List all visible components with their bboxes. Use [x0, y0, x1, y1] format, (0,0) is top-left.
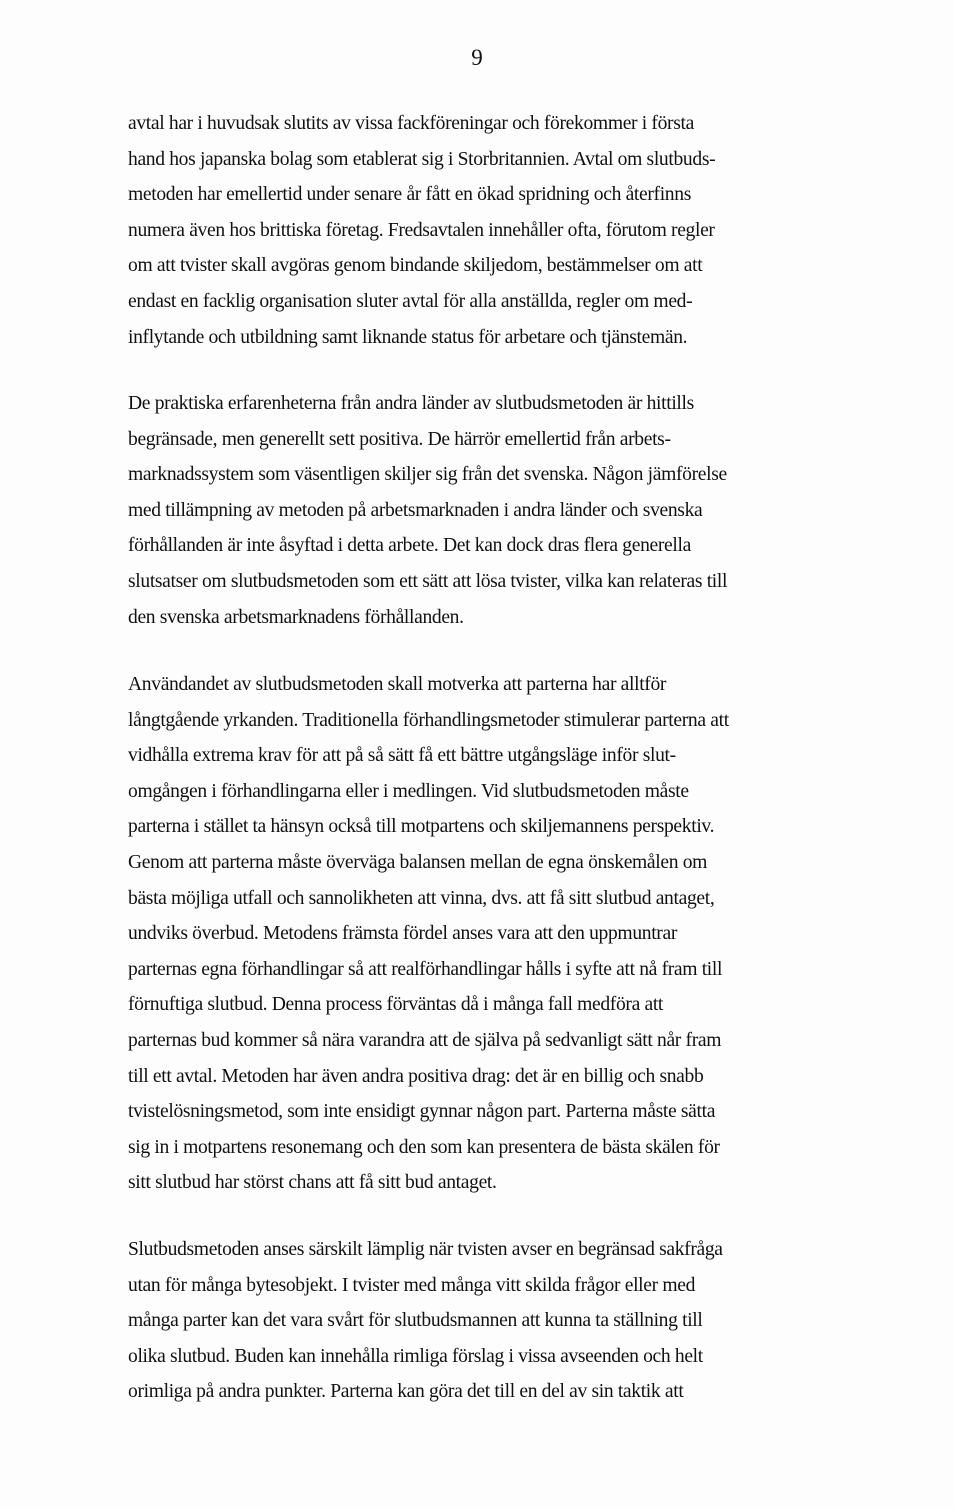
text-line: med tillämpning av metoden på arbetsmarknaden i andra länder och svenska	[128, 499, 703, 521]
paragraph-4	[128, 1232, 918, 1410]
text-line: omgången i förhandlingarna eller i medlingen. Vid slutbudsmetoden måste	[128, 780, 689, 802]
text-line: marknadssystem som väsentligen skiljer sig från det svenska. Någon jämförelse	[128, 464, 727, 486]
text-line: utan för många bytesobjekt. I tvister med många vitt skilda frågor eller med	[128, 1274, 696, 1296]
text-line: till ett avtal. Metoden har även andra positiva drag: det är en billig och snabb	[128, 1065, 704, 1087]
text-line: vidhålla extrema krav för att på så sätt få ett bättre utgångsläge inför slut-	[128, 745, 676, 767]
page-number: 9	[471, 45, 483, 70]
text-line: Användandet av slutbudsmetoden skall motverka att parterna har alltför	[128, 674, 667, 695]
text-line: orimliga på andra punkter. Parterna kan göra det till en del av sin taktik att	[128, 1381, 684, 1403]
text-line: sig in i motpartens resonemang och den som kan presentera de bästa skälen för	[128, 1136, 720, 1158]
text-line: den svenska arbetsmarknadens förhållanden.	[128, 606, 464, 628]
text-line: numera även hos brittiska företag. Fredsavtalen innehåller ofta, förutom regler	[128, 219, 715, 241]
text-line: Slutbudsmetoden anses särskilt lämplig när tvisten avser en begränsad sakfråga	[128, 1239, 723, 1260]
text-line: många parter kan det vara svårt för slutbudsmannen att kunna ta ställning till	[128, 1310, 703, 1332]
text-line: parternas bud kommer så nära varandra att de själva på sedvanligt sätt når fram	[128, 1029, 722, 1051]
text-line: om att tvister skall avgöras genom bindande skiljedom, bestämmelser om att	[128, 255, 703, 277]
text-line: förnuftiga slutbud. Denna process förväntas då i många fall medföra att	[128, 994, 664, 1016]
text-line: Genom att parterna måste överväga balansen mellan de egna önskemålen om	[128, 851, 708, 873]
text-line: långtgående yrkanden. Traditionella förhandlingsmetoder stimulerar parterna att	[128, 709, 729, 731]
text-line: olika slutbud. Buden kan innehålla rimliga förslag i vissa avseenden och helt	[128, 1345, 703, 1367]
text-line: slutsatser om slutbudsmetoden som ett sätt att lösa tvister, vilka kan relateras till	[128, 570, 728, 592]
text-line: sitt slutbud har störst chans att få sitt bud antaget.	[128, 1172, 497, 1194]
text-line: undviks överbud. Metodens främsta fördel anses vara att den uppmuntrar	[128, 923, 678, 945]
text-line: endast en facklig organisation sluter avtal för alla anställda, regler om med-	[128, 290, 693, 312]
text-line: De praktiska erfarenheterna från andra länder av slutbudsmetoden är hittills	[128, 393, 694, 414]
text-line: hand hos japanska bolag som etablerat sig i Storbritannien. Avtal om slutbuds-	[128, 148, 716, 170]
text-line: tvistelösningsmetod, som inte ensidigt gynnar någon part. Parterna måste sätta	[128, 1101, 716, 1123]
text-line: begränsade, men generellt sett positiva. De härrör emellertid från arbets-	[128, 428, 671, 450]
paragraph-2	[128, 386, 918, 635]
text-line: inflytande och utbildning samt liknande status för arbetare och tjänstemän.	[128, 326, 688, 348]
text-line: metoden har emellertid under senare år fått en ökad spridning och återfinns	[128, 184, 691, 206]
text-line: parterna i stället ta hänsyn också till motpartens och skiljemannens perspektiv.	[128, 816, 715, 838]
paragraph-1	[128, 106, 918, 355]
text-line: förhållanden är inte åsyftad i detta arbete. Det kan dock dras flera generella	[128, 535, 691, 557]
text-line: bästa möjliga utfall och sannolikheten att vinna, dvs. att få sitt slutbud antaget,	[128, 887, 715, 909]
paragraph-3	[128, 667, 918, 1201]
text-line: avtal har i huvudsak slutits av vissa fackföreningar och förekommer i första	[128, 113, 694, 134]
text-line: parternas egna förhandlingar så att realförhandlingar hålls i syfte att nå fram till	[128, 958, 723, 980]
